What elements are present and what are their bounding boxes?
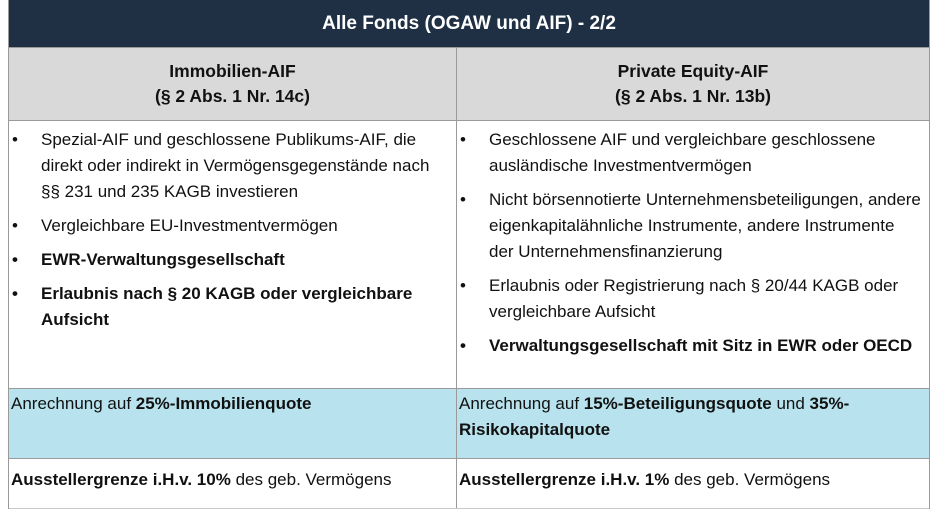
list-item — [457, 127, 929, 179]
quota-private-equity — [457, 389, 929, 458]
bullet-icon: • — [12, 284, 18, 303]
heading-immobilien: Immobilien-AIF — [169, 61, 296, 81]
list-item — [9, 127, 456, 205]
bullet-icon: • — [460, 130, 466, 149]
bullet-icon: • — [12, 250, 18, 269]
list-item — [9, 281, 456, 333]
subheading-immobilien: (§ 2 Abs. 1 Nr. 14c) — [155, 86, 310, 106]
bullet-list-immobilien — [9, 127, 456, 333]
bullet-list-private-equity — [457, 127, 929, 359]
bullet-icon: • — [12, 130, 18, 149]
list-item — [9, 213, 456, 239]
limit-value: Ausstellergrenze i.H.v. 1% — [459, 470, 670, 489]
quota-row — [9, 389, 929, 459]
criteria-private-equity — [457, 121, 929, 388]
subheading-private-equity: (§ 2 Abs. 1 Nr. 13b) — [615, 86, 771, 106]
bullet-icon: • — [460, 276, 466, 295]
bullet-icon: • — [460, 336, 466, 355]
bullet-icon: • — [12, 216, 18, 235]
bullet-text: Nicht börsennotierte Unternehmensbeteiligungen, andere eigenkapitalähnliche Instrumente, andere Instrumente der Unternehmensfinanzierung — [489, 190, 921, 261]
bullet-text: Erlaubnis nach § 20 KAGB oder vergleichbare Aufsicht — [41, 284, 413, 329]
quota-immobilien — [9, 389, 457, 458]
quota-value: 15%-Beteiligungsquote — [583, 394, 772, 413]
bullet-icon: • — [460, 190, 466, 209]
list-item — [457, 273, 929, 325]
quota-prefix: Anrechnung auf — [459, 394, 584, 413]
bullet-text: Spezial-AIF und geschlossene Publikums-AIF, die direkt oder indirekt in Vermögensgegenstände nach §§ 231 und 235 KAGB investieren — [41, 130, 430, 201]
list-item — [9, 247, 456, 273]
issuer-limit-row — [9, 459, 929, 509]
quota-prefix: Anrechnung auf — [11, 394, 136, 413]
quota-value: 25%-Immobilienquote — [135, 394, 312, 413]
list-item — [457, 187, 929, 265]
quota-connector: und — [771, 394, 810, 413]
quota-value-2: 35%-Risikokapitalquote — [459, 394, 850, 439]
criteria-immobilien — [9, 121, 457, 388]
header-row — [9, 48, 929, 121]
list-item — [457, 333, 929, 359]
bullet-text: Geschlossene AIF und vergleichbare geschlossene ausländische Investmentvermögen — [489, 130, 876, 175]
bullet-text: EWR-Verwaltungsgesellschaft — [41, 250, 285, 269]
limit-rest: des geb. Vermögens — [230, 470, 392, 489]
limit-value: Ausstellergrenze i.H.v. 10% — [11, 470, 231, 489]
bullet-text: Erlaubnis oder Registrierung nach § 20/44 KAGB oder vergleichbare Aufsicht — [489, 276, 899, 321]
limit-private-equity — [457, 459, 929, 508]
fund-table — [8, 0, 930, 509]
limit-rest: des geb. Vermögens — [669, 470, 831, 489]
bullet-text: Vergleichbare EU-Investmentvermögen — [41, 216, 338, 235]
bullet-text: Verwaltungsgesellschaft mit Sitz in EWR oder OECD — [489, 336, 913, 355]
heading-private-equity: Private Equity-AIF — [617, 61, 769, 81]
header-immobilien — [9, 48, 457, 120]
criteria-row — [9, 121, 929, 389]
limit-immobilien — [9, 459, 457, 508]
header-private-equity — [457, 48, 929, 120]
table-title: Alle Fonds (OGAW und AIF) - 2/2 — [9, 0, 929, 48]
